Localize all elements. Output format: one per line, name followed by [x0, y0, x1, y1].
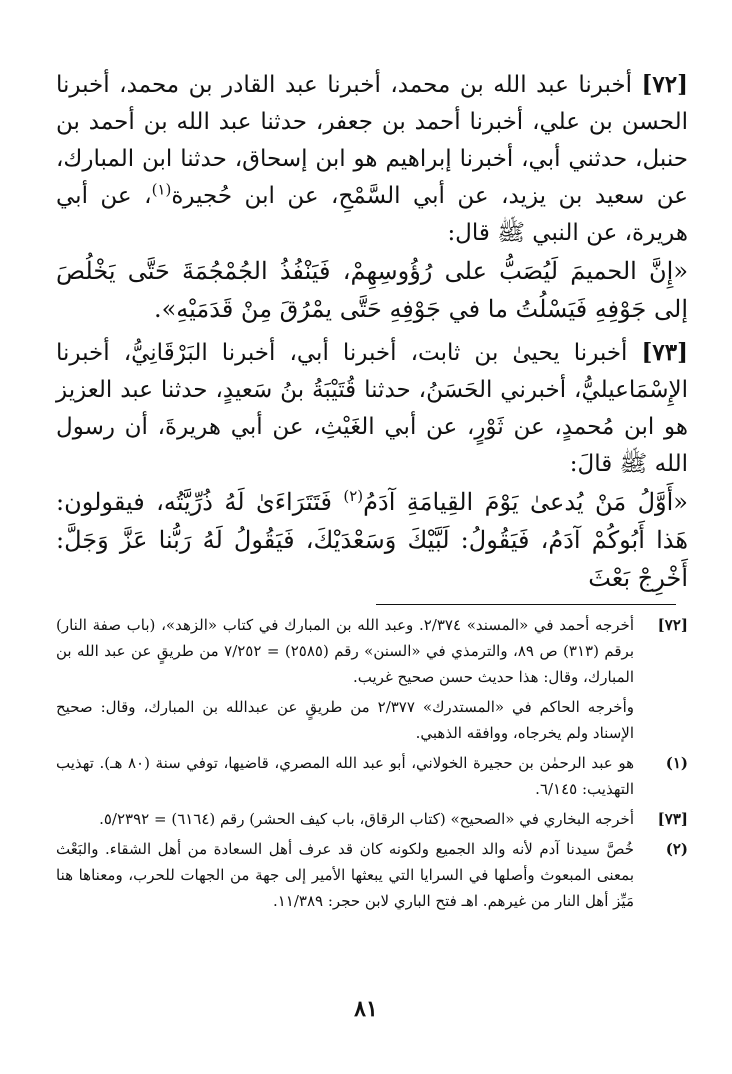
footnote-text: أخرجه أحمد في «المسند» ٢/٣٧٤. وعبد الله بن المبارك في كتاب «الزهد»، (باب صفة النار) برقم (٣١٣) ص ٨٩، والترمذي في «السنن» رقم (٢٥٨٥) = ٧/٢٥٢ من طريقٍ عن عبد الله بن المبارك، وقال: هذا حديث حسن صحيح غريب. [56, 616, 634, 686]
footnotes [56, 612, 688, 918]
footnote-72 [56, 612, 688, 690]
hadith-72 [56, 66, 688, 252]
footnote-73 [56, 806, 688, 832]
footnote-label: (٢) [665, 840, 688, 858]
footnote-divider [376, 604, 676, 605]
footnote-text: خُصَّ سيدنا آدم لأنه والد الجميع ولكونه كان قد عرف أهل السعادة من أهل الشقاء. والبَعْث بمعنى المبعوث وأصلها في السرايا التي يبعثها الأمير إلى جهة من الجهات للحرب، ومعناها هنا مَيِّز أهل النار من غيرهم. اهـ فتح الباري لابن حجر: ١١/٣٨٩. [56, 840, 634, 910]
hadith-number: [٧٣] [641, 339, 688, 366]
page-number: ٨١ [354, 996, 378, 1022]
footnote-1 [56, 750, 688, 802]
footnote-2 [56, 836, 688, 914]
footnote-label: [٧٢] [657, 616, 688, 634]
footnote-text: أخرجه البخاري في «الصحيح» (كتاب الرقاق، باب كيف الحشر) رقم (٦١٦٤) = ٥/٢٣٩٢. [99, 810, 634, 828]
hadith-73 [56, 334, 688, 483]
footnote-continuation: وأخرجه الحاكم في «المستدرك» ٢/٣٧٧ من طريقٍ عن عبدالله بن المبارك، وقال: صحيح الإسناد ولم يخرجاه، ووافقه الذهبي. [56, 698, 634, 742]
hadith-matn-start: «أَوَّلُ مَنْ يُدعىٰ يَوْمَ القِيامَةِ آدَمُ [363, 488, 688, 516]
hadith-matn: «إِنَّ الحميمَ لَيُصَبُّ على رُؤُوسِهِمْ، فَيَنْفُذُ الجُمْجُمَةَ حَتَّى يَخْلُصَ إلى جَوْفِهِ فَيَسْلُتُ ما في جَوْفِهِ حَتَّى يمْرُقَ مِنْ قَدَمَيْهِ». [56, 257, 688, 323]
footnote-label: [٧٣] [657, 810, 688, 828]
footnote-label: (١) [665, 754, 688, 772]
footnote-ref: (١) [151, 180, 172, 199]
hadith-matn-rest: فَتَتَرَاءَىٰ لَهُ ذُرِّيَّتُه، فيقولون: هَذا أَبُوكُمْ آدَمُ، فَيَقُولُ: لَبَّيْكَ وَسَعْدَيْكَ، فَيَقُولُ لَهُ رَبُّنا عَزَّ وَجَلَّ: أَخْرِجْ بَعْثَ [56, 488, 688, 592]
hadith-isnad-tail: ، عن أبي هريرة، عن النبي ﷺ قال: [56, 183, 688, 246]
hadith-number: [٧٢] [641, 71, 689, 98]
hadith-isnad: أخبرنا يحيىٰ بن ثابت، أخبرنا أبي، أخبرنا البَرْقَانِيُّ، أخبرنا الإِسْمَاعيليُّ، أخبرني الحَسَنُ، حدثنا قُتَيْبَةُ بنُ سَعيدٍ، حدثنا عبد العزيز هو ابن مُحمدٍ، عن ثَوْرٍ، عن أبي الغَيْثِ، عن أبي هريرةَ، أن رسول الله ﷺ قالَ: [56, 340, 688, 477]
footnote-ref: (٢) [343, 487, 364, 505]
main-text [56, 66, 688, 597]
footnote-text: هو عبد الرحمٰن بن حجيرة الخولاني، أبو عبد الله المصري، قاضيها، توفي سنة (٨٠ هـ). تهذيب التهذيب: ٦/١٤٥. [56, 754, 635, 798]
hadith-matn [56, 483, 688, 597]
hadith-isnad: أخبرنا عبد الله بن محمد، أخبرنا عبد القادر بن محمد، أخبرنا الحسن بن علي، أخبرنا أحمد بن جعفر، حدثنا عبد الله بن أحمد بن حنبل، حدثني أبي، أخبرنا إبراهيم هو ابن إسحاق، حدثنا ابن المبارك، عن سعيد بن يزيد، عن أبي السَّمْحِ، عن ابن حُجيرة [56, 72, 689, 209]
